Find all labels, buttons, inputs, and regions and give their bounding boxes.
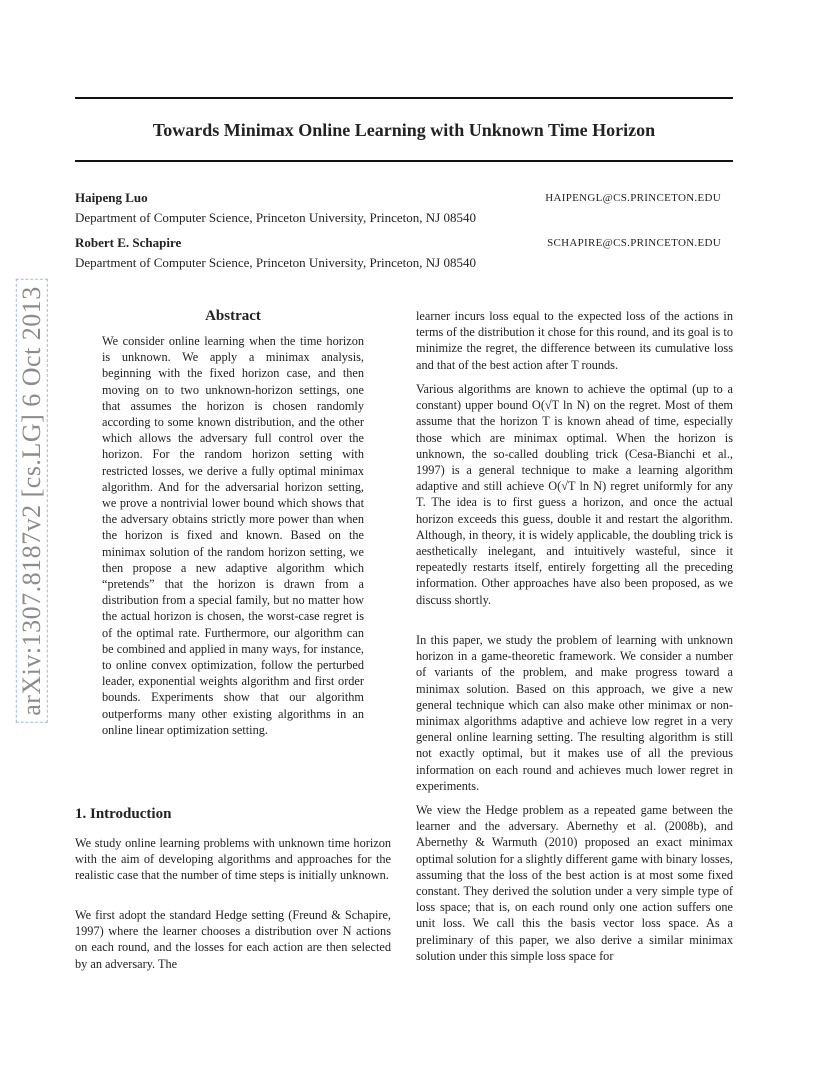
author-affiliation: Department of Computer Science, Princeton University, Princeton, NJ 08540	[75, 255, 476, 270]
right-paragraph-3: In this paper, we study the problem of learning with unknown horizon in a game-theoretic framework. We consider a number of variants of the problem, and make progress toward a minimax solution. Based on this approach, we give a new general technique which can also make other minimax or non-minimax algorithms adaptive and achieve low regret in a very general online learning setting. The resulting algorithm is still not exactly optimal, but it makes use of all the previous information on each round and achieves much lower regret in experiments.	[416, 633, 733, 793]
author-email: HAIPENGL@CS.PRINCETON.EDU	[545, 192, 721, 204]
paper-title: Towards Minimax Online Learning with Unknown Time Horizon	[152, 120, 656, 140]
intro-paragraph-2: We first adopt the standard Hedge setting (Freund & Schapire, 1997) where the learner chooses a distribution over N actions on each round, and the losses for each action are then selected by an adversary. The	[75, 908, 391, 971]
intro-paragraph-1: We study online learning problems with unknown time horizon with the aim of developing algorithms and approaches for the realistic case that the number of time steps is initially unknown.	[75, 836, 391, 883]
abstract-text: We consider online learning when the time horizon is unknown. We apply a minimax analysis, beginning with the fixed horizon case, and then moving on to two unknown-horizon settings, one that assumes the horizon is chosen randomly according to some known distribution, and the other which allows the adversary full control over the horizon. For the random horizon setting with restricted losses, we derive a fully optimal minimax algorithm. And for the adversarial horizon setting, we prove a nontrivial lower bound which shows that the adversary obtains strictly more power than when the horizon is fixed and known. Based on the minimax solution of the random horizon setting, we then propose a new adaptive algorithm which “pretends” that the horizon is drawn from a distribution from a special family, but no matter how the actual horizon is chosen, the worst-case regret is of the optimal rate. Furthermore, our algorithm can be combined and applied in many ways, for instance, to online convex optimization, follow the perturbed leader, exponential weights algorithm and first order bounds. Experiments show that our algorithm outperforms many other existing algorithms in an online linear optimization setting.	[102, 334, 364, 737]
right-paragraph-2: Various algorithms are known to achieve the optimal (up to a constant) upper bound O(√T ln N) on the regret. Most of them assume that the horizon T is known ahead of time, especially those which are minimax optimal. When the horizon is unknown, the so-called doubling trick (Cesa-Bianchi et al., 1997) is a general technique to make a learning algorithm adaptive and still achieve O(√T ln N) regret uniformly for any T. The idea is to first guess a horizon, and once the actual horizon exceeds this guess, double it and restart the algorithm. Although, in theory, it is widely applicable, the doubling trick is aesthetically inelegant, and intuitively wasteful, since it repeatedly restarts itself, entirely forgetting all the preceding information. Other approaches have also been proposed, as we discuss shortly.	[416, 382, 733, 607]
abstract-heading: Abstract	[205, 308, 261, 324]
author-name: Robert E. Schapire	[75, 235, 182, 250]
author-affiliation: Department of Computer Science, Princeton University, Princeton, NJ 08540	[75, 210, 476, 225]
section-heading-introduction: 1. Introduction	[75, 806, 172, 822]
right-paragraph-4: We view the Hedge problem as a repeated game between the learner and the adversary. Abernethy et al. (2008b), and Abernethy & Warmuth (2010) proposed an exact minimax optimal solution for a slightly different game with binary losses, assuming that the loss of the best action is at most some fixed constant. They derived the solution under a very simple type of loss space; that is, on each round only one action suffers one unit loss. We call this the basis vector loss space. As a preliminary of this paper, we also derive a similar minimax solution under this simple loss space for	[416, 803, 733, 963]
author-email: SCHAPIRE@CS.PRINCETON.EDU	[547, 237, 721, 249]
author-name: Haipeng Luo	[75, 190, 148, 205]
arxiv-id: arXiv:1307.8187v2 [cs.LG] 6 Oct 2013	[16, 279, 48, 723]
top-rule	[75, 97, 733, 99]
title-underline-rule	[75, 160, 733, 162]
right-paragraph-1: learner incurs loss equal to the expected loss of the actions in terms of the distribution it chose for this round, and its goal is to minimize the regret, the difference between its cumulative loss and that of the best action after T rounds.	[416, 309, 733, 372]
arxiv-watermark	[14, 268, 50, 734]
